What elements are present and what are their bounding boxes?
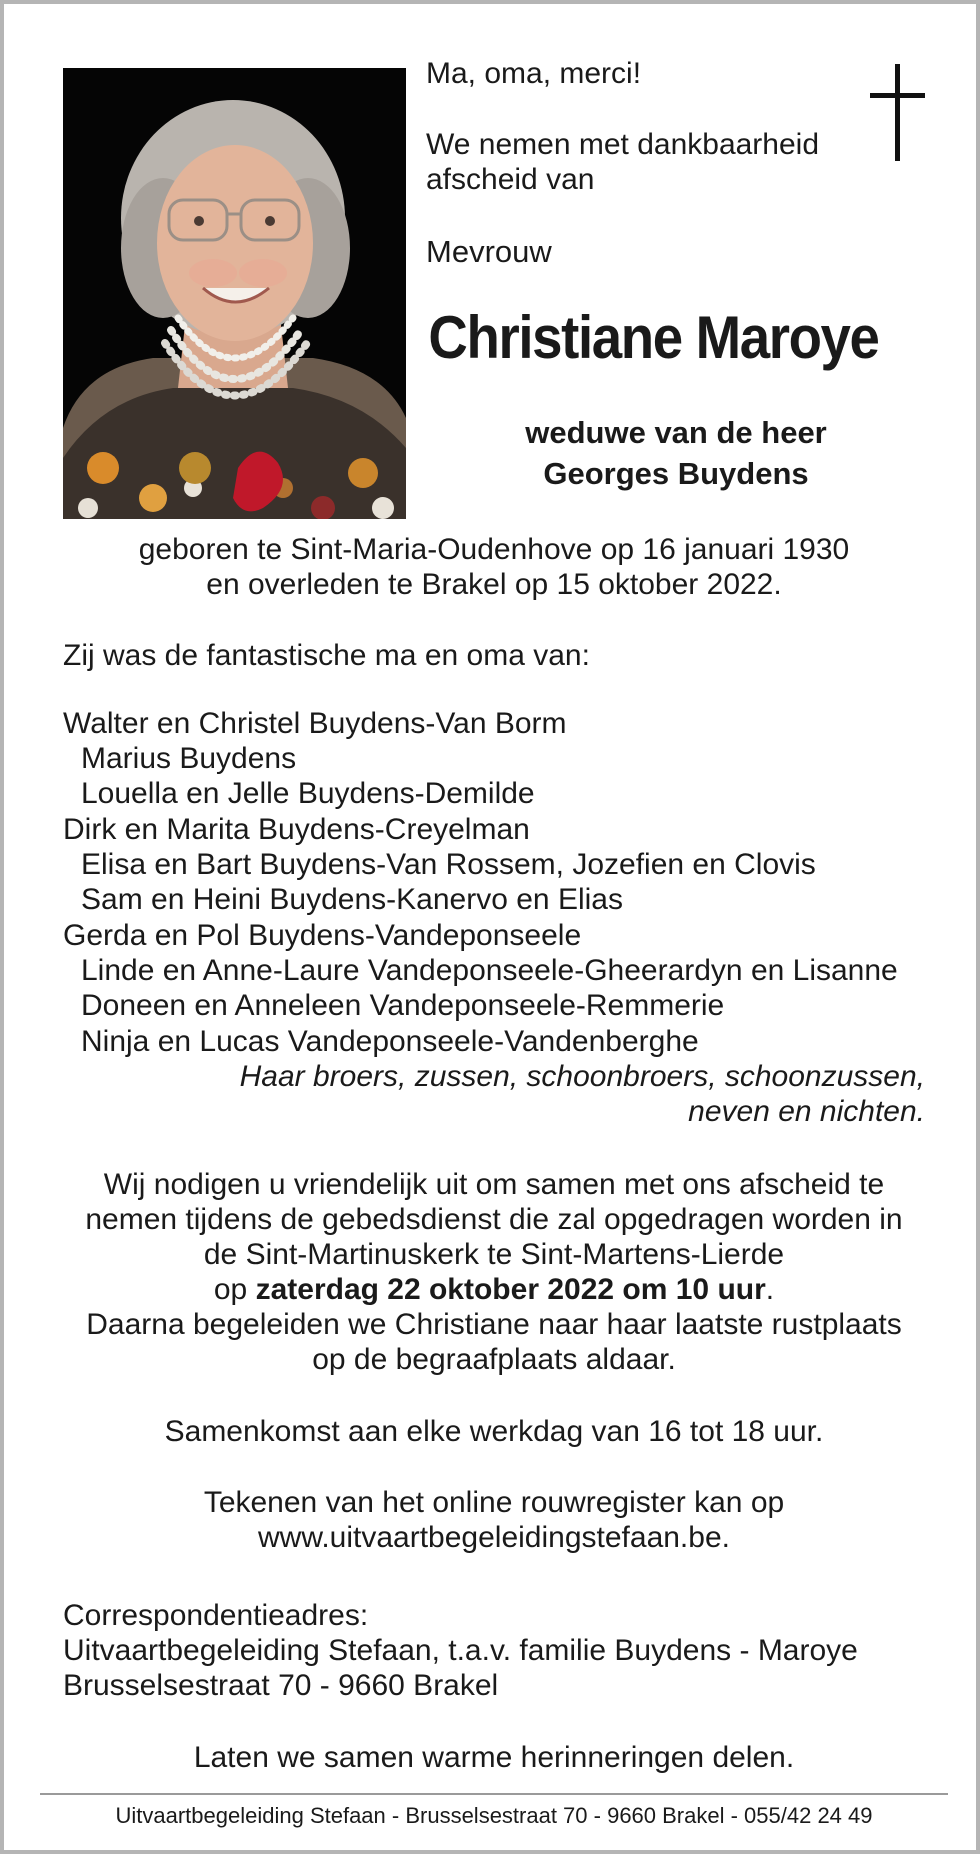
service-line-1: Wij nodigen u vriendelijk uit om samen met ons afscheid te [103, 1168, 885, 1201]
relatives [63, 1059, 925, 1129]
relatives-line-2: neven en nichten. [688, 1095, 925, 1128]
register-url: www.uitvaartbegeleidingstefaan.be. [258, 1521, 730, 1554]
deceased-name: Christiane Maroye [428, 304, 879, 371]
family-member: Ninja en Lucas Vandeponseele-Vandenberghe [81, 1025, 699, 1058]
intro-line-2: afscheid van [426, 163, 595, 196]
widow-of [426, 412, 926, 494]
family-member: Louella en Jelle Buydens-Demilde [81, 777, 535, 810]
correspondence-label: Correspondentieadres: [63, 1599, 369, 1632]
correspondence-address [63, 1598, 858, 1703]
service-line-5: Daarna begeleiden we Christiane naar haar laatste rustplaats [86, 1308, 902, 1341]
closing-message: Laten we samen warme herinneringen delen. [193, 1741, 795, 1774]
family-intro: Zij was de fantastische ma en oma van: [63, 639, 590, 672]
service-line-3: de Sint-Martinuskerk te Sint-Martens-Lierde [203, 1238, 785, 1271]
death-line: en overleden te Brakel op 15 oktober 2022. [206, 568, 782, 601]
birth-death-info [59, 532, 929, 602]
intro-greeting: Ma, oma, merci! [426, 57, 642, 90]
honorific: Mevrouw [426, 234, 552, 269]
footer-divider [40, 1793, 948, 1795]
family-member: Gerda en Pol Buydens-Vandeponseele [63, 919, 582, 952]
portrait-photo [63, 68, 406, 519]
family-member: Doneen en Anneleen Vandeponseele-Remmerie [81, 989, 725, 1022]
relatives-line-1: Haar broers, zussen, schoonbroers, schoonzussen, [239, 1060, 925, 1093]
service-date: zaterdag 22 oktober 2022 om 10 uur [255, 1273, 766, 1306]
family-member: Walter en Christel Buydens-Van Borm [63, 707, 567, 740]
service-date-suffix: . [765, 1273, 775, 1306]
widow-line-2: Georges Buydens [543, 456, 809, 491]
service-line-2: nemen tijdens de gebedsdienst die zal opgedragen worden in [85, 1203, 903, 1236]
family-member: Dirk en Marita Buydens-Creyelman [63, 813, 530, 846]
correspondence-line-2: Brusselsestraat 70 - 9660 Brakel [63, 1669, 499, 1702]
birth-line: geboren te Sint-Maria-Oudenhove op 16 januari 1930 [138, 533, 850, 566]
family-member: Elisa en Bart Buydens-Van Rossem, Jozefien en Clovis [81, 848, 816, 881]
service-line-6: op de begraafplaats aldaar. [312, 1343, 676, 1376]
service-info [59, 1167, 929, 1377]
online-register [59, 1485, 929, 1555]
intro-text [426, 127, 819, 197]
family-member: Marius Buydens [81, 742, 297, 775]
footer-contact: Uitvaartbegeleiding Stefaan - Brusselsestraat 70 - 9660 Brakel - 055/42 24 49 [115, 1803, 873, 1828]
register-line-1: Tekenen van het online rouwregister kan op [203, 1486, 785, 1519]
cross-icon [866, 64, 928, 164]
family-member: Linde en Anne-Laure Vandeponseele-Gheerardyn en Lisanne [81, 954, 898, 987]
correspondence-line-1: Uitvaartbegeleiding Stefaan, t.a.v. familie Buydens - Maroye [63, 1634, 858, 1667]
service-date-prefix: op [213, 1273, 248, 1306]
widow-line-1: weduwe van de heer [525, 415, 827, 450]
intro-line-1: We nemen met dankbaarheid [426, 128, 820, 161]
service-line-4 [59, 1272, 929, 1307]
visitation-info: Samenkomst aan elke werkdag van 16 tot 18 uur. [164, 1415, 824, 1448]
family-member: Sam en Heini Buydens-Kanervo en Elias [81, 883, 623, 916]
